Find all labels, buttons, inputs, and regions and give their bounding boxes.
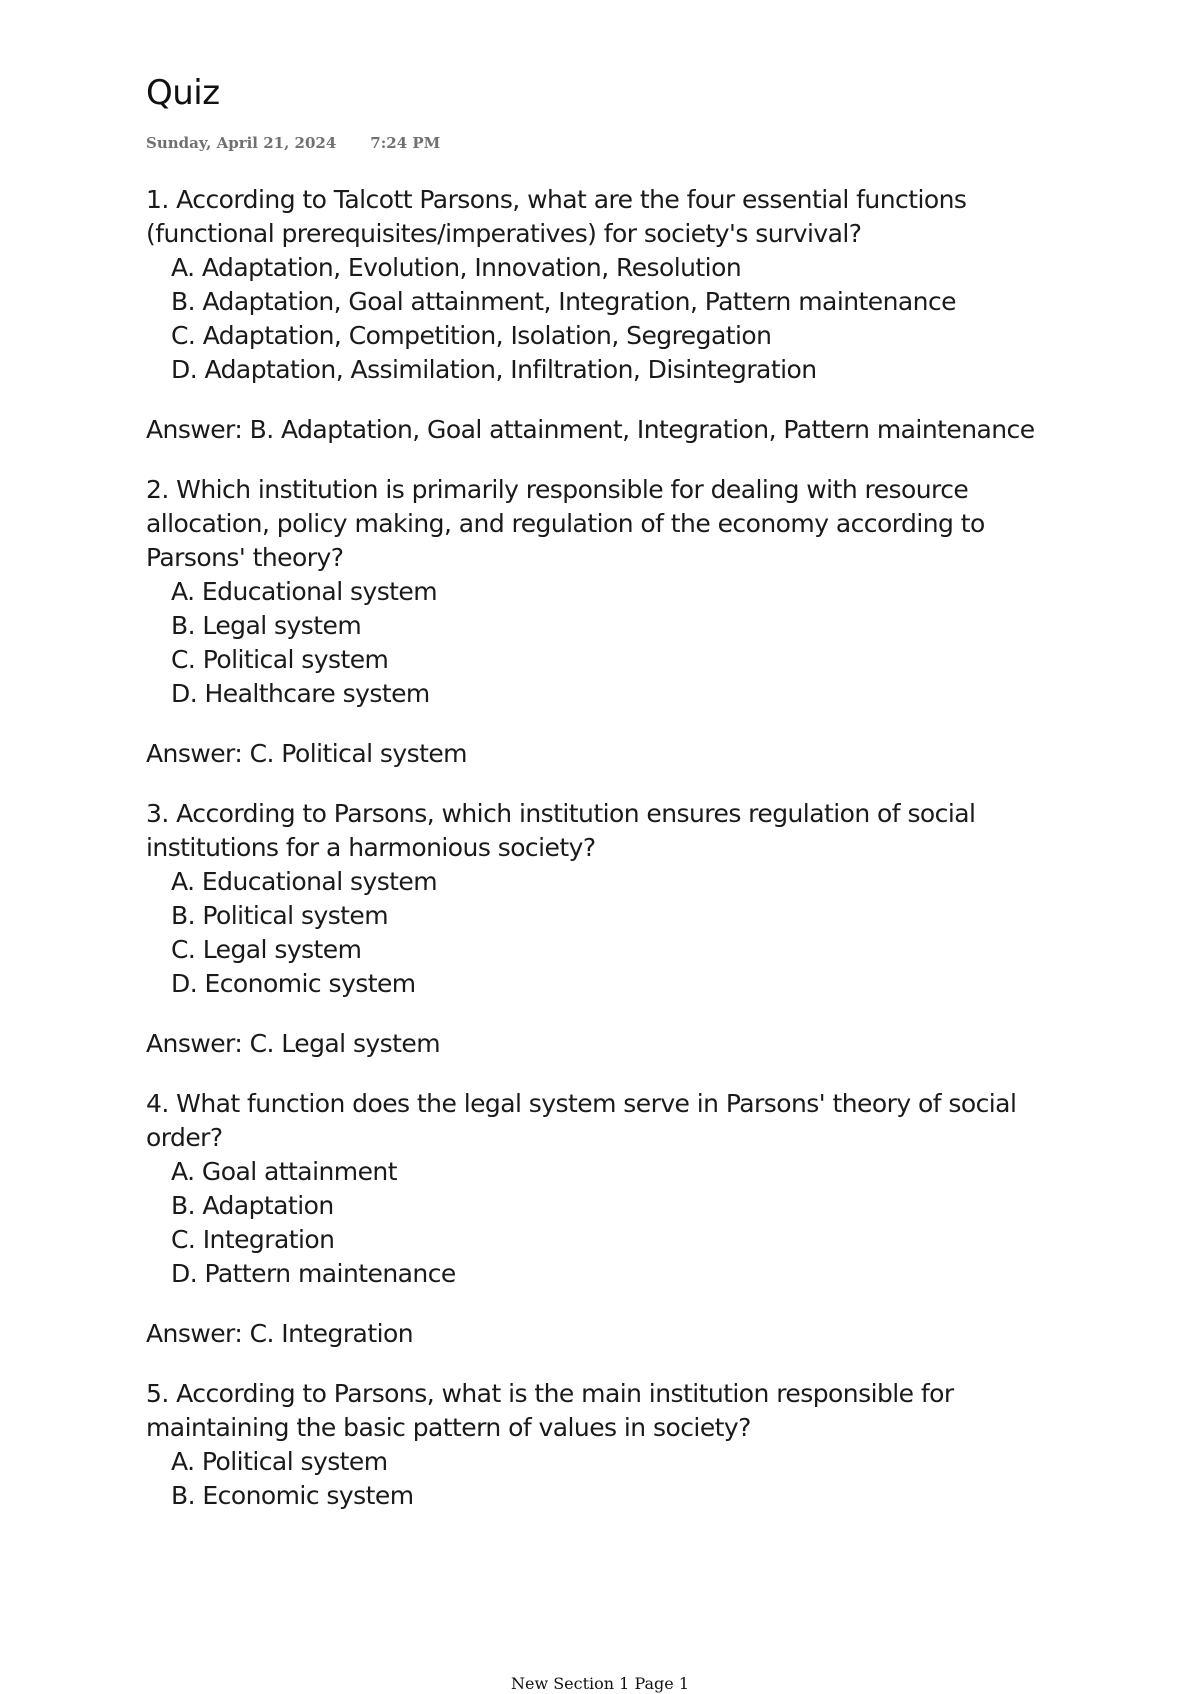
option-item: D. Economic system: [171, 969, 416, 998]
option-item: B. Adaptation, Goal attainment, Integration, Pattern maintenance: [171, 287, 956, 316]
page-date: Sunday, April 21, 2024: [146, 134, 337, 152]
question-text: 4. What function does the legal system serve in Parsons' theory of social order?: [146, 1089, 1017, 1152]
question-block-4: [146, 1087, 1076, 1351]
question-text: 1. According to Talcott Parsons, what are the four essential functions (functional prerequisites/imperatives) for society's survival?: [146, 185, 967, 248]
options-list: [146, 251, 1076, 387]
option-item: A. Adaptation, Evolution, Innovation, Resolution: [171, 253, 742, 282]
option-item: A. Goal attainment: [171, 1157, 397, 1186]
options-list: [146, 575, 1076, 711]
option-item: D. Adaptation, Assimilation, Infiltration, Disintegration: [171, 355, 817, 384]
option-item: C. Political system: [171, 645, 389, 674]
question-block-3: [146, 797, 1076, 1061]
options-list: [146, 1155, 1076, 1291]
option-item: B. Legal system: [171, 611, 362, 640]
question-block-5: [146, 1377, 1076, 1513]
question-text: 2. Which institution is primarily responsible for dealing with resource allocation, policy making, and regulation of the economy according to Parsons' theory?: [146, 475, 985, 572]
answer-text: Answer: C. Political system: [146, 739, 467, 768]
question-block-1: [146, 183, 1076, 447]
option-item: A. Political system: [171, 1447, 388, 1476]
answer-text: Answer: C. Legal system: [146, 1029, 441, 1058]
option-item: C. Adaptation, Competition, Isolation, Segregation: [171, 321, 772, 350]
question-text: 5. According to Parsons, what is the main institution responsible for maintaining the basic pattern of values in society?: [146, 1379, 954, 1442]
page-time: 7:24 PM: [370, 134, 441, 152]
answer-text: Answer: C. Integration: [146, 1319, 414, 1348]
question-block-2: [146, 473, 1076, 771]
option-item: D. Pattern maintenance: [171, 1259, 456, 1288]
page-title: Quiz: [146, 73, 220, 113]
answer-text: Answer: B. Adaptation, Goal attainment, Integration, Pattern maintenance: [146, 415, 1035, 444]
question-text: 3. According to Parsons, which institution ensures regulation of social institutions for a harmonious society?: [146, 799, 976, 862]
option-item: D. Healthcare system: [171, 679, 430, 708]
options-list: [146, 865, 1076, 1001]
option-item: C. Integration: [171, 1225, 335, 1254]
option-item: B. Adaptation: [171, 1191, 334, 1220]
page-footer: New Section 1 Page 1: [510, 1674, 690, 1693]
option-item: B. Political system: [171, 901, 389, 930]
option-item: C. Legal system: [171, 935, 362, 964]
option-item: A. Educational system: [171, 867, 438, 896]
option-item: A. Educational system: [171, 577, 438, 606]
options-list: [146, 1445, 1076, 1513]
page-meta: [146, 134, 440, 152]
quiz-content: [146, 183, 1076, 1513]
option-item: B. Economic system: [171, 1481, 414, 1510]
